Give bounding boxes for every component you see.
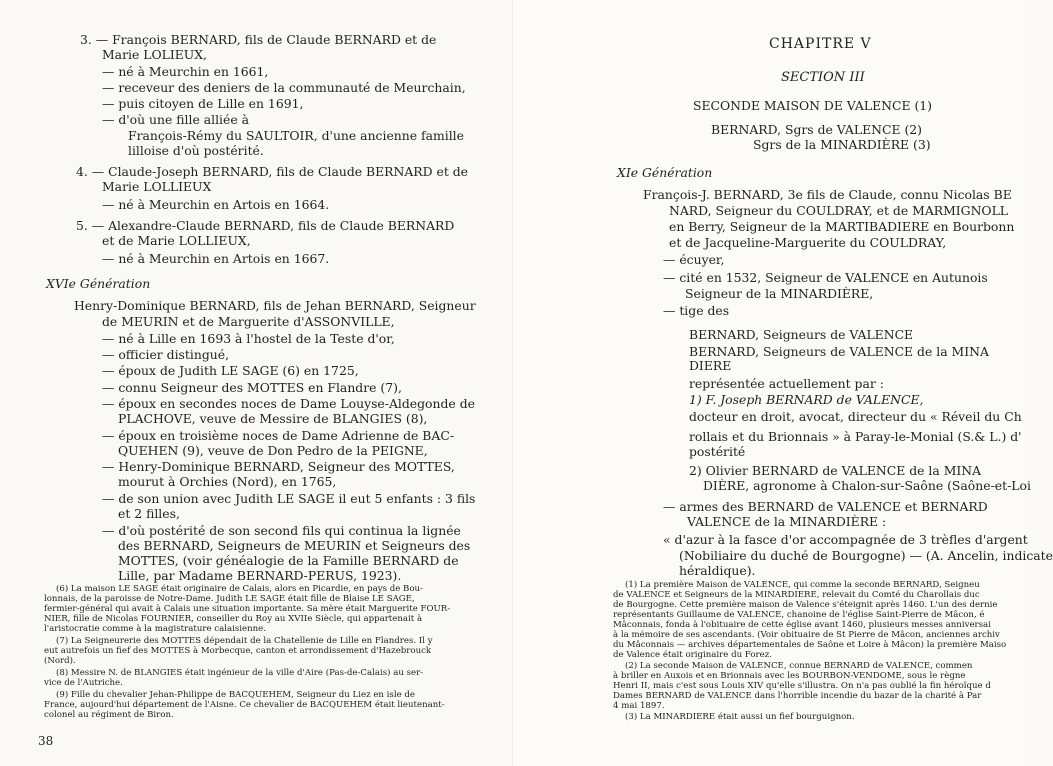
text-line: et de Jacqueline-Marguerite du COULDRAY, bbox=[669, 235, 947, 250]
heading-line: BERNARD, Sgrs de VALENCE (2) bbox=[711, 122, 922, 137]
heading-line: SECONDE MAISON DE VALENCE (1) bbox=[693, 98, 932, 113]
text-line: postérité bbox=[689, 444, 746, 459]
text-line: 3. — François BERNARD, fils de Claude BERNARD et de bbox=[80, 32, 437, 47]
chapter-title: CHAPITRE V bbox=[769, 36, 872, 52]
footnote-line: (2) La seconde Maison de VALENCE, connue BERNARD de VALENCE, commen bbox=[625, 661, 973, 671]
text-line: Seigneur de la MINARDIÈRE, bbox=[685, 286, 874, 301]
text-line: BERNARD, Seigneurs de VALENCE bbox=[689, 327, 914, 342]
footnote-line: (8) Messire N. de BLANGIES était ingénieur de la ville d'Aire (Pas-de-Calais) au ser- bbox=[56, 668, 424, 678]
text-line: en Berry, Seigneur de la MARTIBADIERE en Bourbonn bbox=[669, 219, 1015, 234]
text-line: — époux en secondes noces de Dame Louyse-Aldegonde de bbox=[102, 396, 475, 411]
footnote-line: (7) La Seigneurerie des MOTTES dépendait de la Chatellenie de Lille en Flandres. Il y bbox=[56, 636, 433, 646]
left-page bbox=[0, 0, 512, 766]
footnote-line: (6) La maison LE SAGE était originaire de Calais, alors en Picardie, en pays de Bou- bbox=[56, 584, 423, 594]
footnote-line: à la mémoire de ses ascendants. (Voir obituaire de St Pierre de Mâcon, anciennes archiv bbox=[613, 630, 1000, 640]
footnote-line: eut autrefois un fief des MOTTES à Morbecque, canton et arrondissement d'Hazebrouck bbox=[44, 646, 432, 656]
text-line: Marie LOLIEUX, bbox=[102, 47, 207, 62]
text-line: docteur en droit, avocat, directeur du « Réveil du Ch bbox=[689, 409, 1022, 424]
text-line: — né à Lille en 1693 à l'hostel de la Teste d'or, bbox=[102, 331, 395, 346]
text-line: VALENCE de la MINARDIÈRE : bbox=[687, 514, 887, 529]
text-line: « d'azur à la fasce d'or accompagnée de 3 trèfles d'argent bbox=[663, 532, 1028, 547]
text-line: — né à Meurchin en Artois en 1667. bbox=[102, 251, 330, 266]
footnote-line: NIER, fille de Nicolas FOURNIER, conseiller du Roy au XVIIe Siècle, qui appartenait à bbox=[44, 614, 423, 624]
text-line: — de son union avec Judith LE SAGE il eut 5 enfants : 3 fils bbox=[102, 491, 476, 506]
footnote-line: colonel au régiment de Biron. bbox=[44, 710, 174, 720]
text-line: 1) F. Joseph BERNARD de VALENCE, bbox=[689, 392, 924, 407]
text-line: héraldique). bbox=[679, 563, 756, 578]
footnote-line: (Nord). bbox=[44, 656, 76, 666]
footnote-line: (1) La première Maison de VALENCE, qui comme la seconde BERNARD, Seigneu bbox=[625, 580, 980, 590]
footnote-line: l'aristocratie comme à la magistrature calaisienne. bbox=[44, 624, 266, 634]
text-line: — né à Meurchin en 1661, bbox=[102, 64, 269, 79]
page-number: 38 bbox=[38, 734, 54, 748]
footnote-line: de Valence était originaire du Forez. bbox=[613, 650, 772, 660]
text-line: — époux en troisième noces de Dame Adrienne de BAC- bbox=[102, 428, 455, 443]
right-page bbox=[512, 0, 1053, 766]
text-line: 2) Olivier BERNARD de VALENCE de la MINA bbox=[689, 463, 982, 478]
text-line: Marie LOLLIEUX bbox=[102, 179, 212, 194]
text-line: François-Rémy du SAULTOIR, d'une ancienne famille bbox=[128, 128, 464, 143]
footnote-line: (9) Fille du chevalier Jehan-Philippe de BACQUEHEM, Seigneur du Liez en isle de bbox=[56, 690, 415, 700]
text-line: 5. — Alexandre-Claude BERNARD, fils de Claude BERNARD bbox=[76, 218, 455, 233]
text-line: — né à Meurchin en Artois en 1664. bbox=[102, 197, 330, 212]
text-line: QUEHEN (9), veuve de Don Pedro de la PEIGNE, bbox=[118, 443, 428, 458]
text-line: lilloise d'où postérité. bbox=[128, 143, 264, 158]
heading-line: Sgrs de la MINARDIÈRE (3) bbox=[753, 137, 931, 152]
footnote-line: Dames BERNARD de VALENCE dans l'horrible incendie du bazar de la charité à Par bbox=[613, 691, 982, 701]
text-line: et 2 filles, bbox=[118, 506, 180, 521]
footnote-line: (3) La MINARDIERE était aussi un fief bourguignon. bbox=[625, 712, 855, 722]
footnote-line: vice de l'Autriche. bbox=[44, 678, 123, 688]
text-line: NARD, Seigneur du COULDRAY, et de MARMIGNOLL bbox=[669, 203, 1009, 218]
text-line: — receveur des deniers de la communauté de Meurchain, bbox=[102, 80, 466, 95]
text-line: — d'où une fille alliée à bbox=[102, 112, 250, 127]
text-line: des BERNARD, Seigneurs de MEURIN et Seigneurs des bbox=[118, 538, 471, 553]
text-line: DIERE bbox=[689, 358, 732, 373]
footnote-line: de VALENCE et Seigneurs de la MINARDIERE, relevait du Comté du Charollais duc bbox=[613, 590, 980, 600]
text-line: — Henry-Dominique BERNARD, Seigneur des MOTTES, bbox=[102, 459, 455, 474]
text-line: (Nobiliaire du duché de Bourgogne) — (A. Ancelin, indicate bbox=[679, 548, 1053, 563]
text-line: PLACHOVE, veuve de Messire de BLANGIES (8), bbox=[118, 411, 428, 426]
text-line: rollais et du Brionnais » à Paray-le-Monial (S.& L.) d' bbox=[689, 429, 1022, 444]
footnote-line: du Mâconnais — archives départementales de Saône et Loire à Mâcon) la première Maiso bbox=[613, 640, 1007, 650]
text-line: — époux de Judith LE SAGE (6) en 1725, bbox=[102, 363, 359, 378]
footnote-line: à briller en Auxois et en Brionnais avec les BOURBON-VENDOME, sous le règne bbox=[613, 671, 966, 681]
text-line: MOTTES, (voir généalogie de la Famille BERNARD de bbox=[118, 553, 459, 568]
text-line: — cité en 1532, Seigneur de VALENCE en Autunois bbox=[663, 270, 988, 285]
footnote-line: Mâconnais, fonda à l'obituaire de cette église avant 1460, plusieurs messes anniversai bbox=[613, 620, 991, 630]
footnote-line: 4 mai 1897. bbox=[613, 701, 665, 711]
footnote-line: lonnais, de la paroisse de Notre-Dame. Judith LE SAGE était fille de Blaise LE SAGE, bbox=[44, 594, 415, 604]
text-line: — d'où postérité de son second fils qui continua la lignée bbox=[102, 523, 461, 538]
footnote-line: de Bourgogne. Cette première maison de Valence s'éteignit après 1460. L'un des dernie bbox=[613, 600, 998, 610]
text-line: — puis citoyen de Lille en 1691, bbox=[102, 96, 304, 111]
text-line: représentée actuellement par : bbox=[689, 376, 884, 391]
text-line: Lille, par Madame BERNARD-PERUS, 1923). bbox=[118, 568, 402, 583]
text-line: de MEURIN et de Marguerite d'ASSONVILLE, bbox=[102, 314, 395, 329]
text-line: mourut à Orchies (Nord), en 1765, bbox=[118, 474, 337, 489]
text-line: — connu Seigneur des MOTTES en Flandre (7), bbox=[102, 380, 402, 395]
text-line: 4. — Claude-Joseph BERNARD, fils de Claude BERNARD et de bbox=[76, 164, 469, 179]
text-line: François-J. BERNARD, 3e fils de Claude, connu Nicolas BE bbox=[643, 187, 1012, 202]
text-line: Henry-Dominique BERNARD, fils de Jehan BERNARD, Seigneur bbox=[74, 298, 476, 313]
footnote-line: Henri II, mais c'est sous Louis XIV qu'elle s'illustra. On n'a pas oublié la fin héroïque d bbox=[613, 681, 991, 691]
footnote-line: représentants Guillaume de VALENCE, chanoine de l'église Saint-Pierre de Mâcon, é bbox=[613, 610, 985, 620]
text-line: DIÈRE, agronome à Chalon-sur-Saône (Saône-et-Loi bbox=[703, 478, 1031, 493]
generation-heading: XVIe Génération bbox=[46, 276, 151, 291]
text-line: — officier distingué, bbox=[102, 347, 230, 362]
footnote-line: France, aujourd'hui département de l'Aisne. Ce chevalier de BACQUEHEM était lieutenant- bbox=[44, 700, 445, 710]
generation-heading: XIe Génération bbox=[617, 165, 713, 180]
text-line: — tige des bbox=[663, 303, 730, 318]
footnote-line: fermier-général qui avait à Calais une situation importante. Sa mère était Marguerite FOUR- bbox=[44, 604, 451, 614]
text-line: — armes des BERNARD de VALENCE et BERNARD bbox=[663, 499, 988, 514]
section-title: SECTION III bbox=[781, 70, 865, 85]
text-line: BERNARD, Seigneurs de VALENCE de la MINA bbox=[689, 344, 989, 359]
text-line: — écuyer, bbox=[663, 252, 725, 267]
text-line: et de Marie LOLLIEUX, bbox=[102, 233, 251, 248]
